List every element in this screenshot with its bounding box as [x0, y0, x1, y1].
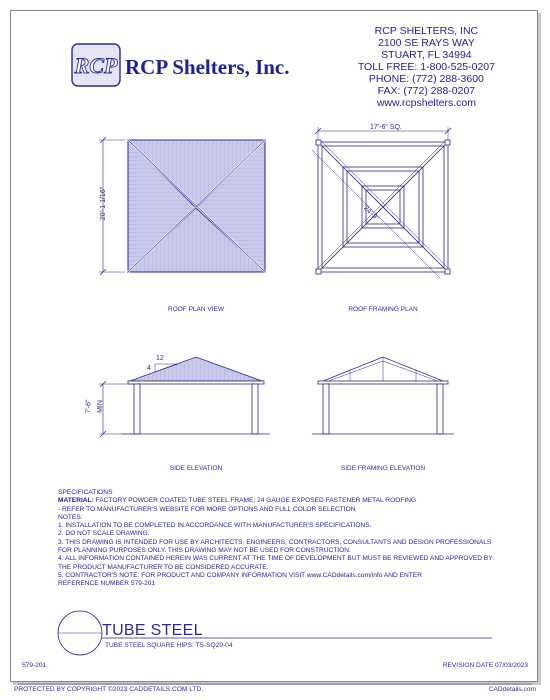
contact-line: PHONE: (772) 288-3600	[368, 73, 484, 85]
svg-text:RCP: RCP	[74, 53, 118, 78]
specifications-block	[58, 489, 498, 589]
framing-diagonal-dimension: 24'-9"	[362, 204, 380, 223]
side-framing-label: SIDE FRAMING ELEVATION	[340, 465, 426, 472]
side-elevation	[96, 357, 270, 437]
revision-date: REVISION DATE 07/03/2023	[442, 662, 528, 669]
roof-framing-plan	[312, 127, 451, 278]
company-contact-block	[358, 25, 495, 109]
company-name: RCP Shelters, Inc.	[125, 55, 290, 79]
material-line	[58, 497, 498, 505]
note-item: REFERENCE NUMBER 579-201	[58, 580, 156, 588]
contact-line: www.rcpshelters.com	[376, 97, 477, 109]
roof-plan-label: ROOF PLAN VIEW	[168, 306, 224, 313]
note-item: 5. CONTRACTOR'S NOTE: FOR PRODUCT AND COMPANY INFORMATION VISIT www.CADdetails.com/info AND ENTER	[58, 571, 422, 579]
caddetails-link[interactable]: CADdetails.com	[488, 686, 536, 693]
framing-width-dimension: 17'-6" SQ.	[370, 124, 402, 131]
material-label: MATERIAL:	[58, 497, 94, 505]
material-text: FACTORY POWDER COATED TUBE STEEL FRAME; 24 GAUGE EXPOSED FASTENER METAL ROOFING	[93, 497, 417, 505]
specs-heading: SPECIFICATIONS	[58, 489, 113, 496]
drawing-subtitle: TUBE STEEL SQUARE HIPS: TS-SQ20-04	[105, 642, 233, 649]
notes-heading: NOTES:	[58, 513, 83, 521]
note-item: FOR PLANNING PURPOSES ONLY. THIS DRAWING MAY NOT BE USED FOR CONSTRUCTION.	[58, 547, 351, 555]
roof-framing-label: ROOF FRAMING PLAN	[348, 306, 418, 313]
refer-line: - REFER TO MANUFACTURER'S WEBSITE FOR MORE OPTIONS AND FULL COLOR SELECTION	[58, 505, 356, 513]
side-framing-elevation	[312, 357, 454, 434]
note-item: THE PRODUCT MANUFACTURER TO BE CONSIDERED ACCURATE.	[58, 563, 269, 571]
roof-plan-view	[99, 137, 265, 275]
drawing-title: TUBE STEEL	[102, 622, 203, 639]
contact-line: STUART, FL 34994	[381, 49, 472, 61]
note-item: 1. INSTALLATION TO BE COMPLETED IN ACCORDANCE WITH MANUFACTURER'S SPECIFICATIONS.	[58, 522, 372, 530]
copyright-notice: PROTECTED BY COPYRIGHT ©2023 CADDETAILS.COM LTD.	[14, 686, 204, 693]
pitch-rise: 4	[147, 365, 151, 372]
note-item: 4. ALL INFORMATION CONTAINED HEREIN WAS CURRENT AT THE TIME OF DEVELOPMENT BUT MUST BE REVIEWED AND APPROVED BY	[58, 555, 493, 563]
note-item: 3. THIS DRAWING IS INTENDED FOR USE BY ARCHITECTS, ENGINEERS, CONTRACTORS, CONSULTANTS AND DESIGN PROFESSIONALS	[58, 538, 492, 546]
contact-line: FAX: (772) 288-0207	[377, 85, 476, 97]
rcp-logo	[72, 44, 120, 86]
title-block-graphics	[18, 611, 532, 684]
note-item: 2. DO NOT SCALE DRAWING.	[58, 530, 150, 538]
contact-line: TOLL FREE: 1-800-525-0207	[357, 61, 495, 73]
contact-line: RCP SHELTERS, INC	[374, 25, 479, 37]
contact-line: 2100 SE RAYS WAY	[378, 37, 475, 49]
pitch-run: 12	[156, 355, 164, 362]
reference-number: 579-201	[22, 662, 47, 669]
roof-plan-dimension: 20'-1 1/16"	[100, 186, 108, 221]
side-elevation-label: SIDE ELEVATION	[169, 465, 223, 472]
height-dimension-note: MIN	[96, 400, 104, 413]
height-dimension: 7'-6"	[85, 399, 93, 414]
